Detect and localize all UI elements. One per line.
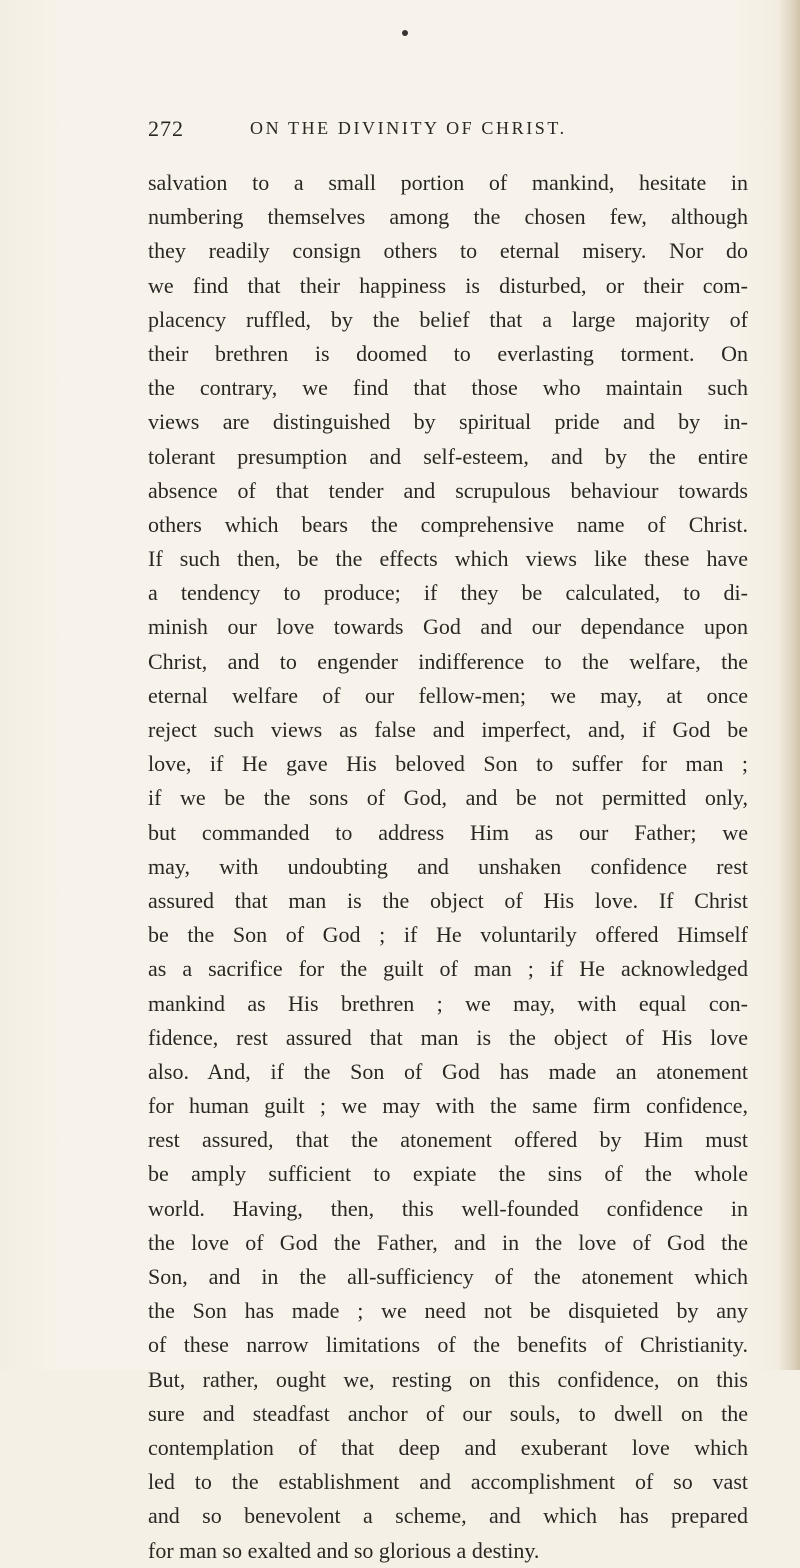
text-line: and so benevolent a scheme, and which has prepared bbox=[148, 1503, 748, 1529]
text-line: for human guilt ; we may with the same firm confidence, bbox=[148, 1093, 748, 1119]
text-line: Son, and in the all-sufficiency of the atonement which bbox=[148, 1264, 748, 1289]
text-line: others which bears the comprehensive name of Christ. bbox=[148, 511, 748, 537]
text-line: But, rather, ought we, resting on this confidence, on this bbox=[148, 1366, 748, 1392]
text-line: fidence, rest assured that man is the object of His love bbox=[148, 1024, 748, 1050]
ink-speck bbox=[402, 30, 408, 36]
text-line: eternal welfare of our fellow-men; we may, at once bbox=[148, 682, 748, 708]
text-line: be the Son of God ; if He voluntarily offered Himself bbox=[148, 922, 748, 948]
text-line: the Son has made ; we need not be disquieted by any bbox=[148, 1298, 748, 1324]
text-line: rest assured, that the atonement offered by Him must bbox=[148, 1127, 748, 1153]
running-head: ON THE DIVINITY OF CHRIST. bbox=[250, 118, 567, 138]
text-line: contemplation of that deep and exuberant love which bbox=[148, 1434, 748, 1460]
text-line: may, with undoubting and unshaken confidence rest bbox=[148, 853, 748, 879]
page-edge-shadow bbox=[778, 0, 800, 1370]
text-line: also. And, if the Son of God has made an atonement bbox=[148, 1058, 748, 1084]
text-line: led to the establishment and accomplishment of so vast bbox=[148, 1469, 748, 1495]
text-line: absence of that tender and scrupulous behaviour towards bbox=[148, 477, 748, 503]
page-number: 272 bbox=[148, 116, 184, 141]
body-text bbox=[148, 166, 748, 1568]
text-line: for man so exalted and so glorious a destiny. bbox=[148, 1537, 540, 1563]
page-header bbox=[148, 116, 748, 146]
text-line: tolerant presumption and self-esteem, and by the entire bbox=[148, 443, 748, 469]
text-line: mankind as His brethren ; we may, with equal con- bbox=[148, 990, 748, 1016]
text-line: Christ, and to engender indifference to the welfare, the bbox=[148, 648, 748, 674]
text-line: assured that man is the object of His love. If Christ bbox=[148, 887, 748, 913]
text-line: be amply sufficient to expiate the sins of the whole bbox=[148, 1161, 748, 1187]
text-line: a tendency to produce; if they be calculated, to di- bbox=[148, 580, 748, 606]
text-line: if we be the sons of God, and be not permitted only, bbox=[148, 785, 748, 811]
text-line: the love of God the Father, and in the love of God the bbox=[148, 1229, 748, 1255]
text-line: minish our love towards God and our dependance upon bbox=[148, 614, 748, 640]
text-line: salvation to a small portion of mankind, hesitate in bbox=[148, 170, 748, 195]
text-line: reject such views as false and imperfect, and, if God be bbox=[148, 717, 748, 742]
text-line: world. Having, then, this well-founded confidence in bbox=[148, 1195, 748, 1221]
text-line: love, if He gave His beloved Son to suffer for man ; bbox=[148, 751, 748, 777]
text-line: views are distinguished by spiritual pride and by in- bbox=[148, 409, 748, 435]
text-line: placency ruffled, by the belief that a large majority of bbox=[148, 306, 748, 332]
text-line: we find that their happiness is disturbed, or their com- bbox=[148, 272, 748, 298]
text-line: sure and steadfast anchor of our souls, to dwell on the bbox=[148, 1400, 748, 1426]
text-line: they readily consign others to eternal misery. Nor do bbox=[148, 238, 748, 264]
text-line: numbering themselves among the chosen few, although bbox=[148, 204, 748, 230]
text-line: but commanded to address Him as our Father; we bbox=[148, 819, 748, 845]
text-line: of these narrow limitations of the benefits of Christianity. bbox=[148, 1332, 748, 1358]
text-line: as a sacrifice for the guilt of man ; if He acknowledged bbox=[148, 956, 748, 982]
text-line: the contrary, we find that those who maintain such bbox=[148, 375, 748, 401]
text-line: If such then, be the effects which views like these have bbox=[148, 546, 748, 572]
text-line: their brethren is doomed to everlasting torment. On bbox=[148, 340, 748, 366]
